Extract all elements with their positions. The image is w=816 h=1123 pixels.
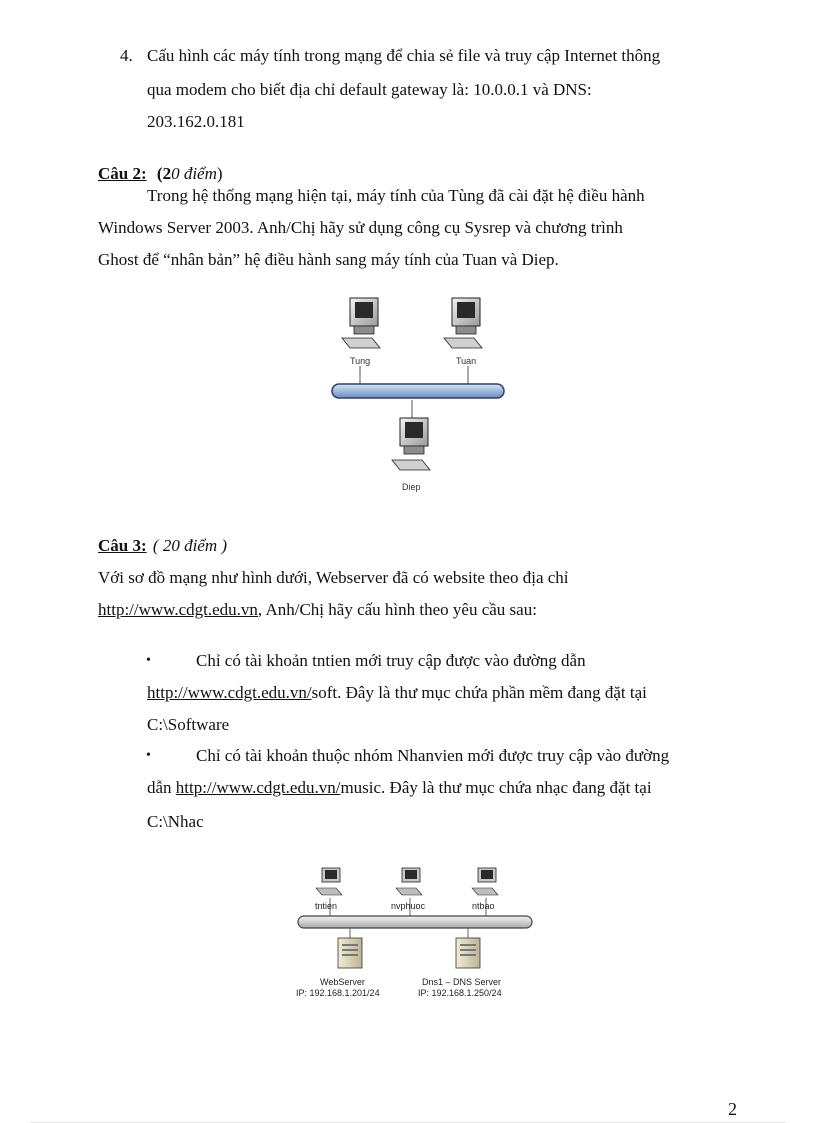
question-3-intro-rest: , Anh/Chị hãy cấu hình theo yêu cầu sau: xyxy=(257,600,537,619)
bullet-2-line-2 xyxy=(147,778,652,798)
question-2-heading xyxy=(98,164,223,184)
computer-icon xyxy=(472,868,498,895)
computer-icon xyxy=(342,298,380,348)
question-3-points: ( 20 điểm ) xyxy=(152,536,228,555)
website-link[interactable]: http://www.cdgt.edu.vn xyxy=(98,600,258,619)
bullet-1-line-1: Chỉ có tài khoản tntien mới truy cập được vào đường dẫn xyxy=(196,651,586,670)
bullet-2-line-2-prefix: dẫn xyxy=(147,778,176,797)
client-label-ntbao: ntbao xyxy=(472,901,495,911)
question-2-label: Câu 2: xyxy=(98,164,147,183)
server-name-webserver: WebServer xyxy=(320,977,365,987)
bullet-1-line-3: C:\Software xyxy=(147,715,230,734)
computer-icon xyxy=(396,868,422,895)
server-ip-dns: IP: 192.168.1.250/24 xyxy=(418,988,502,998)
bullet-marker: • xyxy=(146,653,151,668)
question-2-points-close: ) xyxy=(216,164,223,183)
item-4-line-3: 203.162.0.181 xyxy=(147,112,245,131)
question-3-intro-line-2 xyxy=(98,600,537,620)
item-4-line-1: Cấu hình các máy tính trong mạng để chia sẻ file và truy cập Internet thông xyxy=(147,46,661,65)
client-label-nvphuoc: nvphuoc xyxy=(391,901,426,911)
network-diagram-1 xyxy=(320,288,520,503)
server-ip-webserver: IP: 192.168.1.201/24 xyxy=(296,988,380,998)
computer-icon xyxy=(316,868,342,895)
host-label-diep: Diep xyxy=(402,482,421,492)
server-name-dns: Dns1 – DNS Server xyxy=(422,977,502,987)
bullet-marker: • xyxy=(146,748,151,763)
server-icon xyxy=(338,938,362,968)
bullet-2-line-3: C:\Nhac xyxy=(147,812,204,831)
soft-link[interactable]: http://www.cdgt.edu.vn/ xyxy=(147,683,312,702)
host-label-tuan: Tuan xyxy=(456,356,477,366)
network-bus xyxy=(332,384,504,398)
music-link[interactable]: http://www.cdgt.edu.vn/ xyxy=(175,778,341,797)
host-label-tung: Tung xyxy=(350,356,371,366)
question-2-points: 0 điểm xyxy=(171,164,217,183)
page-number: 2 xyxy=(728,1099,737,1119)
question-3-intro-line-1: Với sơ đồ mạng như hình dưới, Webserver đã có website theo địa chỉ xyxy=(98,568,569,587)
bullet-1-line-2-rest: soft. Đây là thư mục chứa phần mềm đang đặt tại xyxy=(311,683,647,702)
computer-icon xyxy=(444,298,482,348)
client-label-tntien: tntien xyxy=(315,901,338,911)
item-4-number: 4. xyxy=(120,46,133,65)
computer-icon xyxy=(392,418,430,470)
network-diagram-2 xyxy=(290,862,540,1012)
question-2-line-2: Windows Server 2003. Anh/Chị hãy sử dụng công cụ Sysrep và chương trình xyxy=(98,218,623,237)
bullet-2-line-2-rest: music. Đây là thư mục chứa nhạc đang đặt tại xyxy=(340,778,652,797)
network-bus xyxy=(298,916,532,928)
question-3-label: Câu 3: xyxy=(98,536,147,555)
question-2-line-3: Ghost để “nhân bản” hệ điều hành sang máy tính của Tuan và Diep. xyxy=(98,250,559,269)
item-4-line-2: qua modem cho biết địa chỉ default gateway là: 10.0.0.1 và DNS: xyxy=(147,80,592,99)
bullet-1-line-2 xyxy=(147,683,647,703)
bullet-2-line-1: Chỉ có tài khoản thuộc nhóm Nhanvien mới được truy cập vào đường xyxy=(196,746,670,765)
question-2-line-1: Trong hệ thống mạng hiện tại, máy tính của Tùng đã cài đặt hệ điều hành xyxy=(147,186,645,205)
server-icon xyxy=(456,938,480,968)
question-3-heading xyxy=(98,536,227,556)
question-2-points-open: (2 xyxy=(156,164,172,183)
